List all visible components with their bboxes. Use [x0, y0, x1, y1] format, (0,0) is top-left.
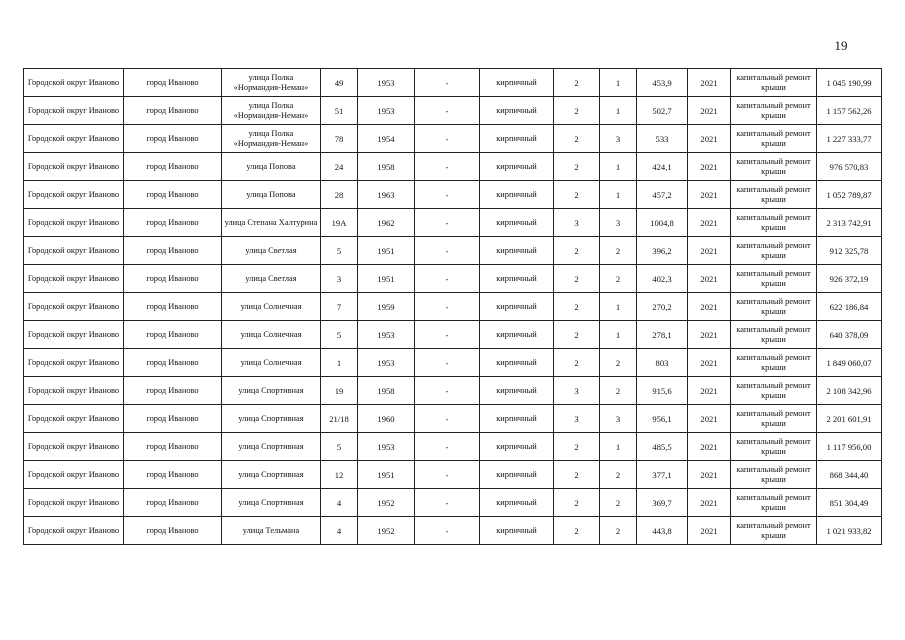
- construction-year-cell: 1962: [358, 209, 415, 237]
- street-cell: улица Спортивная: [222, 405, 321, 433]
- work-type-cell: капитальный ремонт крыши: [731, 517, 817, 545]
- street-cell: улица Степана Халтурина: [222, 209, 321, 237]
- construction-year-cell: 1952: [358, 517, 415, 545]
- city-cell: город Иваново: [124, 349, 222, 377]
- table-row: [24, 125, 882, 153]
- table-row: [24, 69, 882, 97]
- municipal-district-cell: Городской округ Иваново: [24, 349, 124, 377]
- construction-year-cell: 1958: [358, 153, 415, 181]
- street-cell: улица Полка «Нормандия-Неман»: [222, 97, 321, 125]
- wall-material-cell: кирпичный: [480, 265, 554, 293]
- repair-year-cell: 2021: [688, 489, 731, 517]
- cost-cell: 1 227 333,77: [817, 125, 882, 153]
- construction-year-cell: 1954: [358, 125, 415, 153]
- wall-material-cell: кирпичный: [480, 181, 554, 209]
- entrances-cell: 2: [600, 461, 637, 489]
- city-cell: город Иваново: [124, 517, 222, 545]
- area-cell: 453,9: [637, 69, 688, 97]
- floors-cell: 2: [554, 321, 600, 349]
- entrances-cell: 3: [600, 125, 637, 153]
- reconstruction-year-cell: -: [415, 181, 480, 209]
- street-cell: улица Спортивная: [222, 461, 321, 489]
- wall-material-cell: кирпичный: [480, 69, 554, 97]
- reconstruction-year-cell: -: [415, 321, 480, 349]
- repair-year-cell: 2021: [688, 349, 731, 377]
- table-row: [24, 237, 882, 265]
- street-cell: улица Светлая: [222, 237, 321, 265]
- floors-cell: 2: [554, 69, 600, 97]
- construction-year-cell: 1951: [358, 265, 415, 293]
- cost-cell: 868 344,40: [817, 461, 882, 489]
- floors-cell: 3: [554, 377, 600, 405]
- construction-year-cell: 1960: [358, 405, 415, 433]
- repair-year-cell: 2021: [688, 377, 731, 405]
- municipal-district-cell: Городской округ Иваново: [24, 293, 124, 321]
- house-number-cell: 5: [321, 433, 358, 461]
- street-cell: улица Попова: [222, 153, 321, 181]
- floors-cell: 2: [554, 489, 600, 517]
- cost-cell: 926 372,19: [817, 265, 882, 293]
- city-cell: город Иваново: [124, 265, 222, 293]
- area-cell: 956,1: [637, 405, 688, 433]
- house-number-cell: 7: [321, 293, 358, 321]
- cost-cell: 976 570,83: [817, 153, 882, 181]
- floors-cell: 2: [554, 125, 600, 153]
- city-cell: город Иваново: [124, 405, 222, 433]
- entrances-cell: 2: [600, 517, 637, 545]
- repair-year-cell: 2021: [688, 237, 731, 265]
- municipal-district-cell: Городской округ Иваново: [24, 377, 124, 405]
- repair-year-cell: 2021: [688, 517, 731, 545]
- municipal-district-cell: Городской округ Иваново: [24, 181, 124, 209]
- construction-year-cell: 1953: [358, 349, 415, 377]
- wall-material-cell: кирпичный: [480, 125, 554, 153]
- reconstruction-year-cell: -: [415, 153, 480, 181]
- table-row: [24, 265, 882, 293]
- table-row: [24, 405, 882, 433]
- wall-material-cell: кирпичный: [480, 405, 554, 433]
- house-number-cell: 4: [321, 489, 358, 517]
- table-row: [24, 209, 882, 237]
- repair-year-cell: 2021: [688, 97, 731, 125]
- area-cell: 377,1: [637, 461, 688, 489]
- area-cell: 402,3: [637, 265, 688, 293]
- cost-cell: 912 325,78: [817, 237, 882, 265]
- work-type-cell: капитальный ремонт крыши: [731, 181, 817, 209]
- cost-cell: 1 117 956,00: [817, 433, 882, 461]
- city-cell: город Иваново: [124, 125, 222, 153]
- table-row: [24, 517, 882, 545]
- cost-cell: 1 052 789,87: [817, 181, 882, 209]
- municipal-district-cell: Городской округ Иваново: [24, 237, 124, 265]
- work-type-cell: капитальный ремонт крыши: [731, 433, 817, 461]
- repair-year-cell: 2021: [688, 405, 731, 433]
- house-number-cell: 51: [321, 97, 358, 125]
- construction-year-cell: 1952: [358, 489, 415, 517]
- house-number-cell: 1: [321, 349, 358, 377]
- cost-cell: 851 304,49: [817, 489, 882, 517]
- reconstruction-year-cell: -: [415, 517, 480, 545]
- entrances-cell: 1: [600, 153, 637, 181]
- entrances-cell: 2: [600, 489, 637, 517]
- house-number-cell: 4: [321, 517, 358, 545]
- reconstruction-year-cell: -: [415, 489, 480, 517]
- floors-cell: 2: [554, 97, 600, 125]
- repair-year-cell: 2021: [688, 265, 731, 293]
- table-row: [24, 293, 882, 321]
- repair-year-cell: 2021: [688, 209, 731, 237]
- entrances-cell: 3: [600, 405, 637, 433]
- work-type-cell: капитальный ремонт крыши: [731, 461, 817, 489]
- entrances-cell: 1: [600, 321, 637, 349]
- house-number-cell: 19А: [321, 209, 358, 237]
- reconstruction-year-cell: -: [415, 405, 480, 433]
- reconstruction-year-cell: -: [415, 209, 480, 237]
- work-type-cell: капитальный ремонт крыши: [731, 489, 817, 517]
- entrances-cell: 1: [600, 69, 637, 97]
- work-type-cell: капитальный ремонт крыши: [731, 125, 817, 153]
- work-type-cell: капитальный ремонт крыши: [731, 69, 817, 97]
- reconstruction-year-cell: -: [415, 433, 480, 461]
- area-cell: 533: [637, 125, 688, 153]
- wall-material-cell: кирпичный: [480, 517, 554, 545]
- wall-material-cell: кирпичный: [480, 349, 554, 377]
- entrances-cell: 2: [600, 349, 637, 377]
- street-cell: улица Солнечная: [222, 321, 321, 349]
- city-cell: город Иваново: [124, 97, 222, 125]
- repair-year-cell: 2021: [688, 461, 731, 489]
- house-number-cell: 28: [321, 181, 358, 209]
- house-number-cell: 3: [321, 265, 358, 293]
- reconstruction-year-cell: -: [415, 349, 480, 377]
- reconstruction-year-cell: -: [415, 125, 480, 153]
- construction-year-cell: 1953: [358, 433, 415, 461]
- city-cell: город Иваново: [124, 293, 222, 321]
- entrances-cell: 1: [600, 433, 637, 461]
- city-cell: город Иваново: [124, 433, 222, 461]
- house-number-cell: 49: [321, 69, 358, 97]
- reconstruction-year-cell: -: [415, 293, 480, 321]
- municipal-district-cell: Городской округ Иваново: [24, 461, 124, 489]
- municipal-district-cell: Городской округ Иваново: [24, 433, 124, 461]
- floors-cell: 2: [554, 433, 600, 461]
- municipal-district-cell: Городской округ Иваново: [24, 517, 124, 545]
- table-row: [24, 153, 882, 181]
- work-type-cell: капитальный ремонт крыши: [731, 209, 817, 237]
- work-type-cell: капитальный ремонт крыши: [731, 293, 817, 321]
- wall-material-cell: кирпичный: [480, 97, 554, 125]
- wall-material-cell: кирпичный: [480, 153, 554, 181]
- area-cell: 803: [637, 349, 688, 377]
- city-cell: город Иваново: [124, 489, 222, 517]
- construction-year-cell: 1963: [358, 181, 415, 209]
- repair-year-cell: 2021: [688, 181, 731, 209]
- municipal-district-cell: Городской округ Иваново: [24, 265, 124, 293]
- cost-cell: 622 186,84: [817, 293, 882, 321]
- repair-year-cell: 2021: [688, 293, 731, 321]
- table-row: [24, 489, 882, 517]
- municipal-district-cell: Городской округ Иваново: [24, 153, 124, 181]
- street-cell: улица Полка «Нормандия-Неман»: [222, 125, 321, 153]
- construction-year-cell: 1953: [358, 97, 415, 125]
- city-cell: город Иваново: [124, 321, 222, 349]
- entrances-cell: 2: [600, 237, 637, 265]
- work-type-cell: капитальный ремонт крыши: [731, 349, 817, 377]
- reconstruction-year-cell: -: [415, 377, 480, 405]
- work-type-cell: капитальный ремонт крыши: [731, 153, 817, 181]
- repair-year-cell: 2021: [688, 125, 731, 153]
- reconstruction-year-cell: -: [415, 461, 480, 489]
- construction-year-cell: 1959: [358, 293, 415, 321]
- area-cell: 278,1: [637, 321, 688, 349]
- floors-cell: 2: [554, 265, 600, 293]
- entrances-cell: 2: [600, 265, 637, 293]
- house-number-cell: 78: [321, 125, 358, 153]
- municipal-district-cell: Городской округ Иваново: [24, 405, 124, 433]
- city-cell: город Иваново: [124, 209, 222, 237]
- street-cell: улица Тельмана: [222, 517, 321, 545]
- repair-year-cell: 2021: [688, 153, 731, 181]
- area-cell: 424,1: [637, 153, 688, 181]
- cost-cell: 1 849 060,07: [817, 349, 882, 377]
- floors-cell: 2: [554, 237, 600, 265]
- floors-cell: 2: [554, 517, 600, 545]
- housing-repair-table: [23, 68, 882, 545]
- house-number-cell: 5: [321, 321, 358, 349]
- floors-cell: 2: [554, 153, 600, 181]
- entrances-cell: 3: [600, 209, 637, 237]
- cost-cell: 640 378,09: [817, 321, 882, 349]
- city-cell: город Иваново: [124, 461, 222, 489]
- street-cell: улица Солнечная: [222, 293, 321, 321]
- street-cell: улица Солнечная: [222, 349, 321, 377]
- area-cell: 443,8: [637, 517, 688, 545]
- table-row: [24, 321, 882, 349]
- construction-year-cell: 1951: [358, 461, 415, 489]
- street-cell: улица Полка «Нормандия-Неман»: [222, 69, 321, 97]
- wall-material-cell: кирпичный: [480, 377, 554, 405]
- area-cell: 369,7: [637, 489, 688, 517]
- entrances-cell: 1: [600, 181, 637, 209]
- wall-material-cell: кирпичный: [480, 489, 554, 517]
- construction-year-cell: 1953: [358, 69, 415, 97]
- repair-year-cell: 2021: [688, 321, 731, 349]
- wall-material-cell: кирпичный: [480, 321, 554, 349]
- municipal-district-cell: Городской округ Иваново: [24, 209, 124, 237]
- area-cell: 485,5: [637, 433, 688, 461]
- area-cell: 502,7: [637, 97, 688, 125]
- construction-year-cell: 1953: [358, 321, 415, 349]
- work-type-cell: капитальный ремонт крыши: [731, 237, 817, 265]
- city-cell: город Иваново: [124, 237, 222, 265]
- area-cell: 1004,8: [637, 209, 688, 237]
- cost-cell: 1 157 562,26: [817, 97, 882, 125]
- table-body: [24, 69, 882, 545]
- table-row: [24, 461, 882, 489]
- area-cell: 270,2: [637, 293, 688, 321]
- floors-cell: 2: [554, 293, 600, 321]
- construction-year-cell: 1951: [358, 237, 415, 265]
- house-number-cell: 5: [321, 237, 358, 265]
- municipal-district-cell: Городской округ Иваново: [24, 125, 124, 153]
- table-row: [24, 377, 882, 405]
- reconstruction-year-cell: -: [415, 97, 480, 125]
- street-cell: улица Спортивная: [222, 377, 321, 405]
- page-number: 19: [834, 38, 848, 53]
- work-type-cell: капитальный ремонт крыши: [731, 377, 817, 405]
- area-cell: 915,6: [637, 377, 688, 405]
- reconstruction-year-cell: -: [415, 237, 480, 265]
- city-cell: город Иваново: [124, 69, 222, 97]
- street-cell: улица Светлая: [222, 265, 321, 293]
- cost-cell: 2 201 601,91: [817, 405, 882, 433]
- construction-year-cell: 1958: [358, 377, 415, 405]
- street-cell: улица Попова: [222, 181, 321, 209]
- area-cell: 396,2: [637, 237, 688, 265]
- entrances-cell: 1: [600, 97, 637, 125]
- entrances-cell: 2: [600, 377, 637, 405]
- city-cell: город Иваново: [124, 181, 222, 209]
- work-type-cell: капитальный ремонт крыши: [731, 321, 817, 349]
- repair-year-cell: 2021: [688, 433, 731, 461]
- cost-cell: 2 108 342,96: [817, 377, 882, 405]
- street-cell: улица Спортивная: [222, 489, 321, 517]
- wall-material-cell: кирпичный: [480, 293, 554, 321]
- repair-year-cell: 2021: [688, 69, 731, 97]
- wall-material-cell: кирпичный: [480, 461, 554, 489]
- work-type-cell: капитальный ремонт крыши: [731, 97, 817, 125]
- reconstruction-year-cell: -: [415, 265, 480, 293]
- reconstruction-year-cell: -: [415, 69, 480, 97]
- floors-cell: 3: [554, 209, 600, 237]
- wall-material-cell: кирпичный: [480, 433, 554, 461]
- cost-cell: 2 313 742,91: [817, 209, 882, 237]
- floors-cell: 2: [554, 349, 600, 377]
- house-number-cell: 21/18: [321, 405, 358, 433]
- cost-cell: 1 021 933,82: [817, 517, 882, 545]
- area-cell: 457,2: [637, 181, 688, 209]
- table-row: [24, 181, 882, 209]
- house-number-cell: 24: [321, 153, 358, 181]
- cost-cell: 1 045 190,99: [817, 69, 882, 97]
- municipal-district-cell: Городской округ Иваново: [24, 97, 124, 125]
- city-cell: город Иваново: [124, 377, 222, 405]
- floors-cell: 3: [554, 405, 600, 433]
- floors-cell: 2: [554, 181, 600, 209]
- municipal-district-cell: Городской округ Иваново: [24, 321, 124, 349]
- municipal-district-cell: Городской округ Иваново: [24, 69, 124, 97]
- work-type-cell: капитальный ремонт крыши: [731, 405, 817, 433]
- entrances-cell: 1: [600, 293, 637, 321]
- house-number-cell: 19: [321, 377, 358, 405]
- table-row: [24, 349, 882, 377]
- municipal-district-cell: Городской округ Иваново: [24, 489, 124, 517]
- wall-material-cell: кирпичный: [480, 209, 554, 237]
- table-row: [24, 97, 882, 125]
- city-cell: город Иваново: [124, 153, 222, 181]
- floors-cell: 2: [554, 461, 600, 489]
- street-cell: улица Спортивная: [222, 433, 321, 461]
- house-number-cell: 12: [321, 461, 358, 489]
- wall-material-cell: кирпичный: [480, 237, 554, 265]
- table-row: [24, 433, 882, 461]
- work-type-cell: капитальный ремонт крыши: [731, 265, 817, 293]
